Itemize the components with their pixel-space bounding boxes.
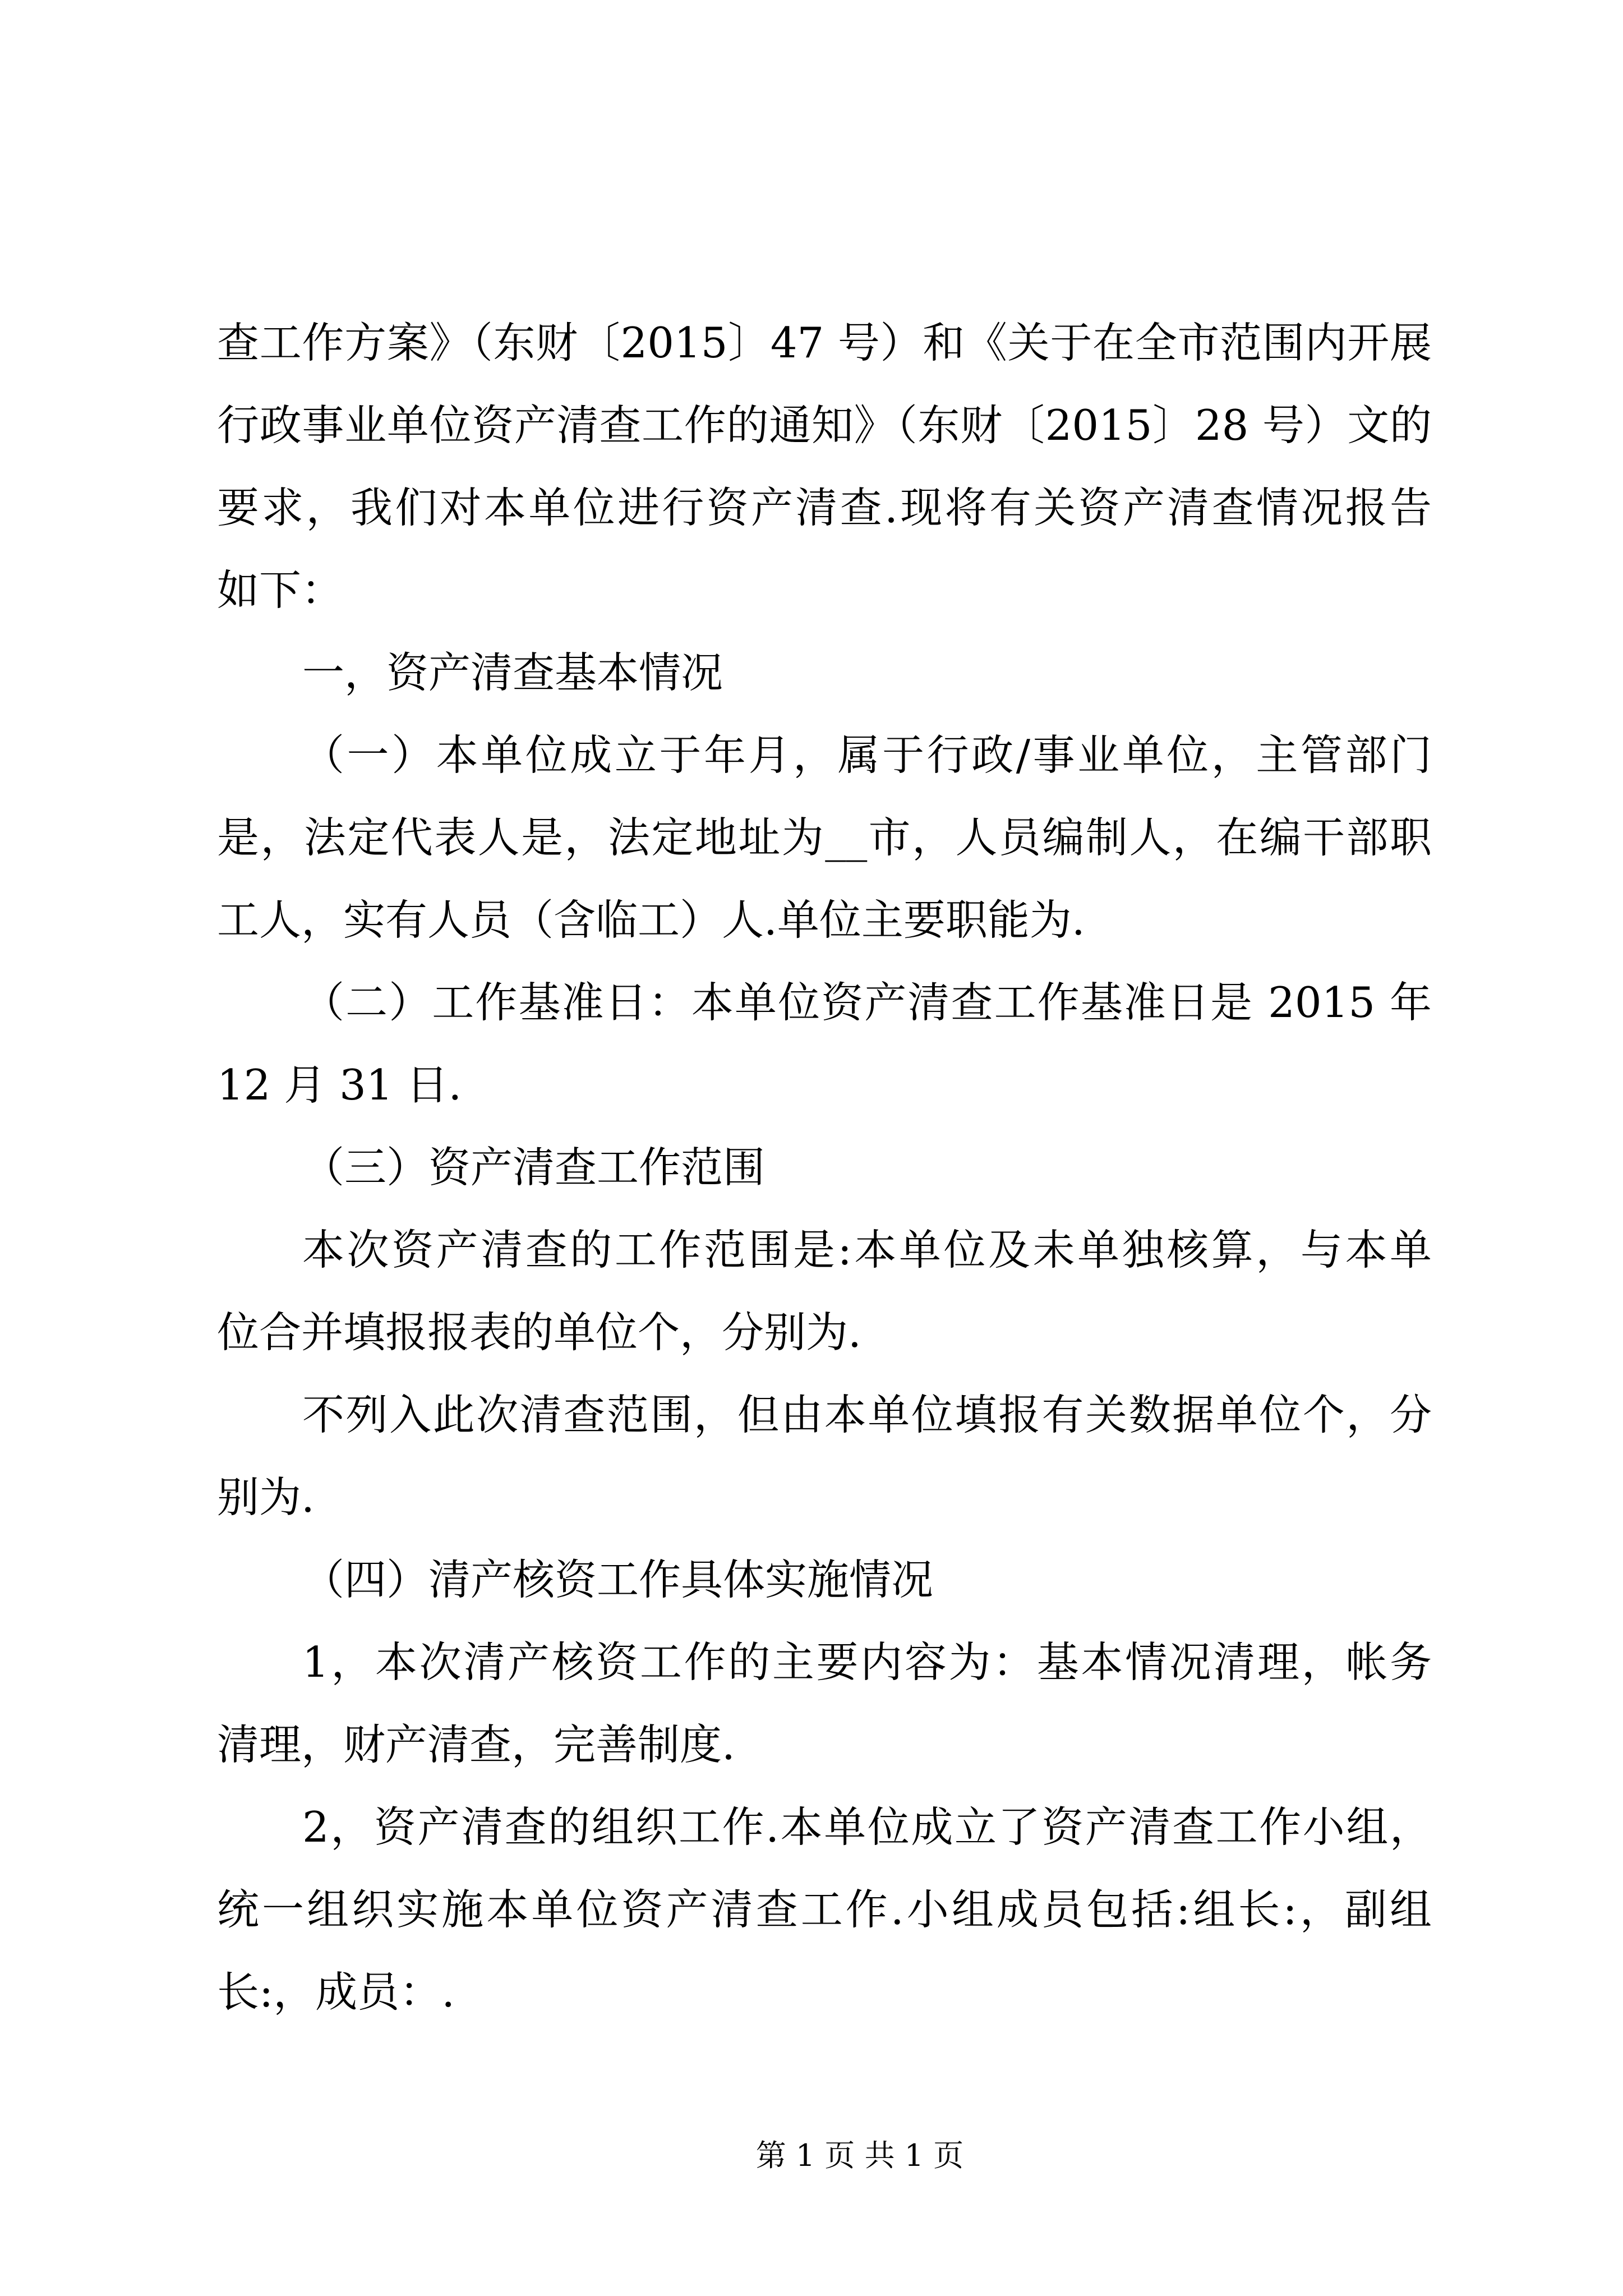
subsection-heading [217,1126,1432,1209]
section-heading-text: 一，资产清查基本情况 [302,648,723,697]
body-line: 清理，财产清查，完善制度. [217,1720,735,1769]
body-line: （一）本单位成立于年月，属于行政/事业单位，主管部门 [302,730,1432,780]
body-line: 长:，成员：. [217,1967,455,2017]
paragraph [217,1209,1432,1374]
body-line: 统一组织实施本单位资产清查工作.小组成员包括:组长:，副组 [217,1885,1432,1934]
body-line: 不列入此次清查范围，但由本单位填报有关数据单位个，分 [302,1390,1432,1439]
body-line: 如下： [217,565,344,615]
body-line: 12 月 31 日. [217,1060,462,1110]
body-line: 1，本次清产核资工作的主要内容为：基本情况清理，帐务 [302,1637,1432,1687]
section-heading [217,632,1432,714]
paragraph [217,714,1432,961]
subsection-heading-text: （四）清产核资工作具体实施情况 [302,1555,934,1604]
body-line: 是，法定代表人是，法定地址为__市，人员编制人，在编干部职 [217,813,1432,862]
body-line: 工人，实有人员（含临工）人.单位主要职能为. [217,895,1085,945]
body-line: 本次资产清查的工作范围是:本单位及未单独核算，与本单 [302,1225,1432,1274]
paragraph [217,302,1432,632]
body-line: 查工作方案》（东财〔2015〕47 号）和《关于在全市范围内开展 [217,318,1432,367]
body-line: 位合并填报报表的单位个，分别为. [217,1308,861,1357]
paragraph [217,1621,1432,1786]
body-line: 行政事业单位资产清查工作的通知》（东财〔2015〕28 号）文的 [217,401,1432,450]
document-body [217,302,1432,2033]
body-line: 要求，我们对本单位进行资产清查.现将有关资产清查情况报告 [217,483,1432,532]
paragraph [217,1786,1432,2033]
paragraph [217,961,1432,1126]
paragraph [217,1374,1432,1539]
subsection-heading [217,1539,1432,1621]
subsection-heading-text: （三）资产清查工作范围 [302,1143,766,1192]
page-number-footer: 第 1 页 共 1 页 [755,2138,964,2173]
body-line: （二）工作基准日：本单位资产清查工作基准日是 2015 年 [302,978,1432,1027]
body-line: 2，资产清查的组织工作.本单位成立了资产清查工作小组， [302,1802,1432,1852]
body-line: 别为. [217,1473,315,1522]
